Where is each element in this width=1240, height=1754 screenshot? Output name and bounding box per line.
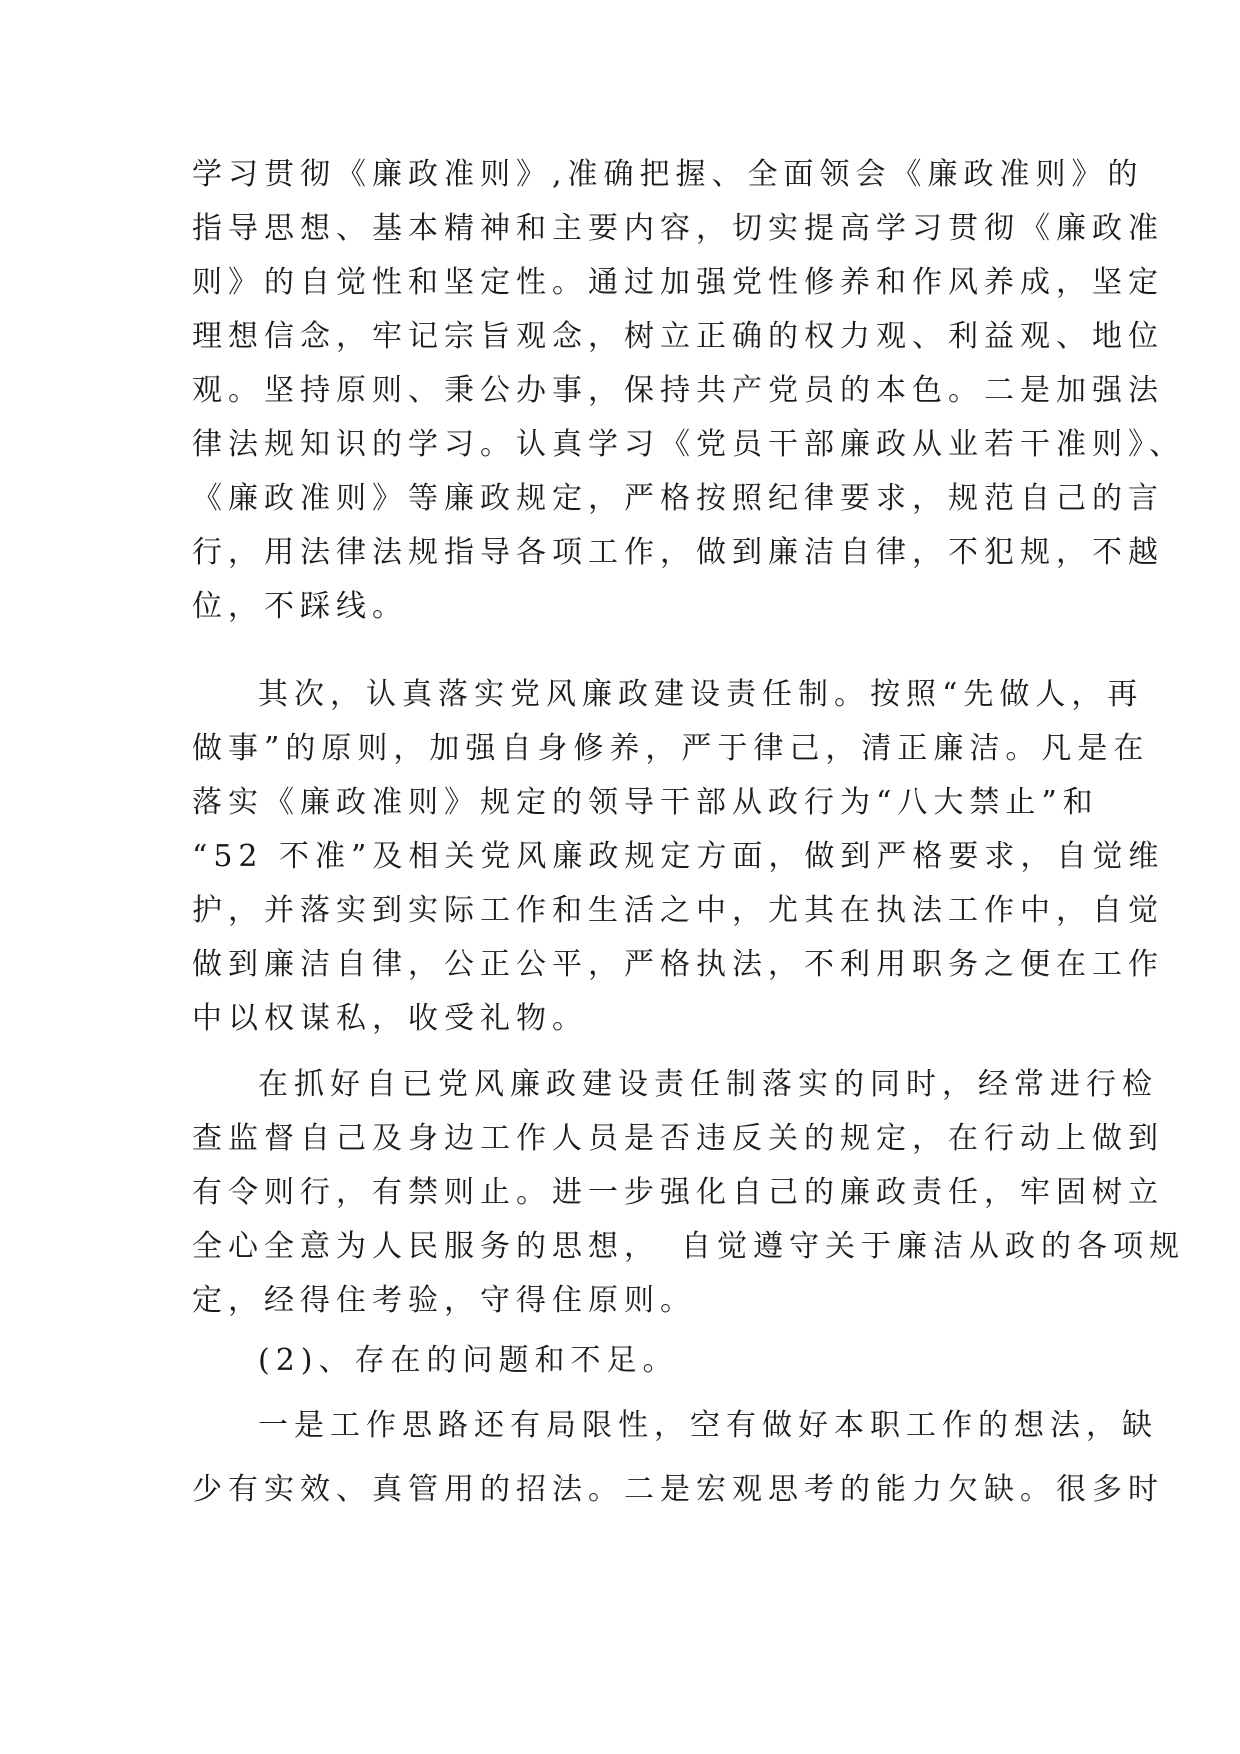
text-line: 一是工作思路还有局限性，空有做好本职工作的想法，缺 xyxy=(258,1408,1158,1443)
text-line: 《廉政准则》等廉政规定，严格按照纪律要求，规范自己的言 xyxy=(192,481,1164,516)
paragraph-supervision xyxy=(192,1058,1185,1328)
document-body xyxy=(192,148,1185,1522)
text-line: 学习贯彻《廉政准则》,准确把握、全面领会《廉政准则》的 xyxy=(192,157,1144,192)
text-line: 有令则行，有禁则止。进一步强化自己的廉政责任，牢固树立 xyxy=(192,1175,1164,1210)
text-line: 观。坚持原则、秉公办事，保持共产党员的本色。二是加强法 xyxy=(192,373,1164,408)
paragraph-shortcomings xyxy=(192,1394,1164,1522)
text-line: 做事”的原则，加强自身修养，严于律己，清正廉洁。凡是在 xyxy=(192,731,1150,766)
text-line: 则》的自觉性和坚定性。通过加强党性修养和作风养成，坚定 xyxy=(192,265,1164,300)
text-line: 定，经得住考验，守得住原则。 xyxy=(192,1283,696,1318)
text-line: 护，并落实到实际工作和生活之中，尤其在执法工作中，自觉 xyxy=(192,893,1164,928)
text-line: 中以权谋私，收受礼物。 xyxy=(192,1001,588,1036)
paragraph-responsibility-system xyxy=(192,668,1165,1046)
text-line: (2)、存在的问题和不足。 xyxy=(258,1343,679,1378)
text-line: 做到廉洁自律，公正公平，严格执法，不利用职务之便在工作 xyxy=(192,947,1164,982)
text-line: 在抓好自已党风廉政建设责任制落实的同时，经常进行检 xyxy=(258,1067,1158,1102)
text-line: 位，不踩线。 xyxy=(192,589,408,624)
text-line: 查监督自己及身边工作人员是否违反关的规定，在行动上做到 xyxy=(192,1121,1164,1156)
text-line: 全心全意为人民服务的思想， 自觉遵守关于廉洁从政的各项规 xyxy=(192,1229,1185,1264)
text-line: “52 不准”及相关党风廉政规定方面，做到严格要求，自觉维 xyxy=(192,839,1165,874)
text-line: 落实《廉政准则》规定的领导干部从政行为“八大禁止”和 xyxy=(192,785,1099,820)
text-line: 理想信念，牢记宗旨观念，树立正确的权力观、利益观、地位 xyxy=(192,319,1164,354)
text-line: 律法规知识的学习。认真学习《党员干部廉政从业若干准则》、 xyxy=(192,427,1185,462)
text-line: 其次，认真落实党风廉政建设责任制。按照“先做人，再 xyxy=(258,677,1144,712)
section-heading-problems xyxy=(192,1334,1072,1388)
text-line: 行，用法律法规指导各项工作，做到廉洁自律，不犯规，不越 xyxy=(192,535,1164,570)
text-line: 少有实效、真管用的招法。二是宏观思考的能力欠缺。很多时 xyxy=(192,1472,1164,1507)
text-line: 指导思想、基本精神和主要内容，切实提高学习贯彻《廉政准 xyxy=(192,211,1164,246)
paragraph-study-guidelines xyxy=(192,148,1185,634)
